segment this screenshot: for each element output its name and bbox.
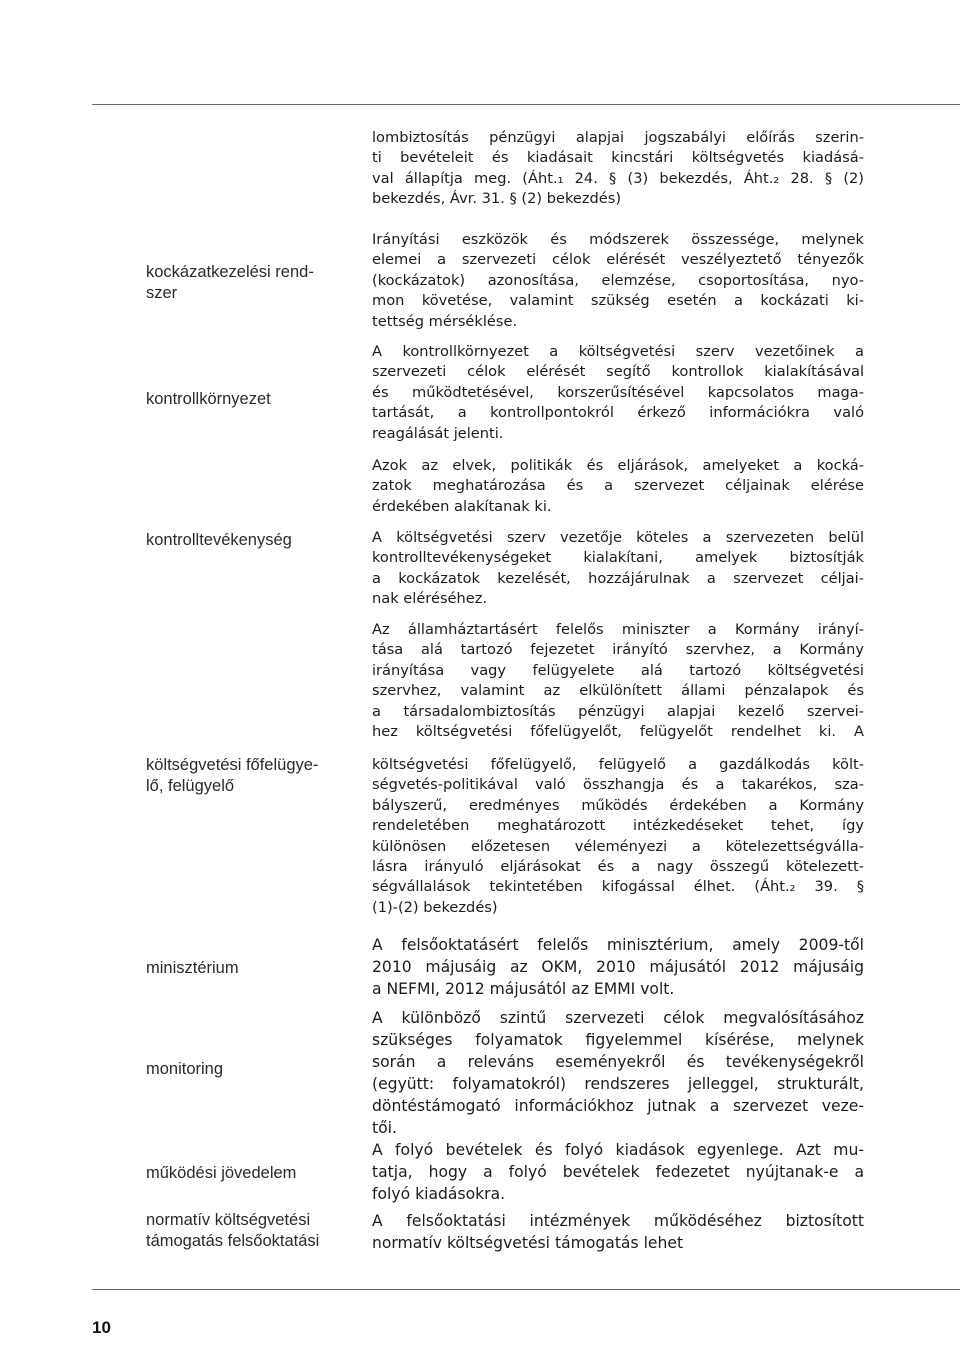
text-line: tartását, a kontrollpontokról érkező információkra való — [372, 404, 864, 422]
text-line: bekezdés, Ávr. 31. § (2) bekezdés) — [372, 190, 622, 208]
text-line: tői. — [372, 1119, 397, 1137]
glossary-definition-control-activity — [372, 528, 864, 610]
glossary-term-ministry — [146, 958, 356, 979]
text-line: szervhez, valamint az elkülönített állami pénzalapok és — [372, 682, 864, 700]
text-line: zatok meghatározása és a szervezet céljainak elérése — [372, 477, 864, 495]
glossary-definition-ministry — [372, 934, 864, 1000]
glossary-term-normative-support — [146, 1210, 356, 1252]
text-line: A folyó bevételek és folyó kiadások egyenlege. Azt mu- — [372, 1141, 864, 1159]
text-line: val állapítja meg. (Áht.₁ 24. § (3) bekezdés, Áht.₂ 28. § (2) — [372, 169, 864, 187]
glossary-preceding-paragraph — [372, 620, 864, 742]
text-line: bályszerű, eredményes működés érdekében a Kormány — [372, 796, 864, 814]
text-line: lombiztosítás pénzügyi alapjai jogszabályi előírás szerin- — [372, 129, 864, 146]
text-line: ti bevételeit és kiadásait kincstári költségvetés kiadásá- — [372, 149, 864, 167]
text-line: tása alá tartozó fejezetet irányító szervhez, a Kormány — [372, 641, 864, 659]
text-line: nak eléréséhez. — [372, 590, 488, 608]
text-line: folyó kiadásokra. — [372, 1185, 506, 1203]
text-line: (1)-(2) bekezdés) — [372, 898, 498, 916]
glossary-term-risk-management — [146, 262, 356, 304]
text-line: ségvállalások tekintetében kifogással élhet. (Áht.₂ 39. § — [372, 878, 864, 896]
term-line: működési jövedelem — [146, 1164, 297, 1182]
text-line: és működtetésével, korszerűsítésével kapcsolatos maga- — [372, 383, 864, 401]
text-line: a kockázatok kezelését, hozzájárulnak a szervezet céljai- — [372, 569, 864, 587]
page-number: 10 — [92, 1318, 111, 1337]
glossary-definition-budget-supervisor — [372, 755, 864, 918]
term-line: monitoring — [146, 1060, 224, 1078]
header-rule — [92, 104, 960, 105]
text-line: a NEFMI, 2012 májusától az EMMI volt. — [372, 980, 675, 998]
text-line: A különböző szintű szervezeti célok megvalósításához — [372, 1009, 864, 1027]
text-line: A felsőoktatásért felelős minisztérium, amely 2009-től — [372, 936, 864, 954]
glossary-definition-control-environment — [372, 342, 864, 444]
text-line: során a releváns eseményekről és tevékenységekről — [372, 1053, 864, 1071]
term-line: minisztérium — [146, 959, 239, 977]
term-line: költségvetési főfelügye- — [146, 756, 319, 774]
text-line: Az államháztartásért felelős miniszter a Kormány irányí- — [372, 621, 864, 638]
term-line: normatív költségvetési — [146, 1211, 311, 1229]
lead-in-paragraph — [372, 128, 864, 210]
text-line: érdekében alakítanak ki. — [372, 497, 552, 515]
glossary-definition-operating-income — [372, 1139, 864, 1205]
term-line: kontrolltevékenység — [146, 531, 292, 549]
text-line: lásra irányuló eljárásokat és a nagy összegű kötelezett- — [372, 857, 864, 875]
glossary-definition-monitoring — [372, 1007, 864, 1139]
term-line: kockázatkezelési rend- — [146, 263, 314, 281]
text-line: reagálását jelenti. — [372, 424, 504, 442]
text-line: döntéstámogató információkhoz jutnak a szervezet veze- — [372, 1097, 864, 1115]
text-line: rendeletében meghatározott intézkedéseket tehet, így — [372, 817, 864, 835]
term-line: támogatás felsőoktatási — [146, 1232, 320, 1250]
glossary-term-budget-supervisor — [146, 755, 356, 797]
text-line: szervezeti célok elérését segítő kontrollok kialakításával — [372, 363, 864, 381]
text-line: elemei a szervezeti célok elérését veszélyeztető tényezők — [372, 251, 864, 269]
text-line: szükséges folyamatok figyelemmel kísérése, melynek — [372, 1031, 864, 1049]
text-line: a társadalombiztosítás pénzügyi alapjai kezelő szervei- — [372, 702, 864, 720]
glossary-term-monitoring — [146, 1059, 356, 1080]
text-line: Irányítási eszközök és módszerek összessége, melynek — [372, 231, 864, 248]
text-line: A felsőoktatási intézmények működéséhez biztosított — [372, 1212, 864, 1230]
text-line: (együtt: folyamatokról) rendszeres jelleggel, strukturált, — [372, 1075, 864, 1093]
text-line: különösen előzetesen véleményezi a kötelezettségválla- — [372, 837, 864, 855]
text-line: A költségvetési szerv vezetője köteles a szervezeten belül — [372, 529, 864, 546]
glossary-definition-normative-support — [372, 1210, 864, 1254]
glossary-term-control-activity — [146, 530, 356, 551]
glossary-term-operating-income — [146, 1163, 356, 1184]
text-line: tettség mérséklése. — [372, 312, 518, 330]
footer-rule — [92, 1289, 960, 1290]
text-line: A kontrollkörnyezet a költségvetési szerv vezetőinek a — [372, 343, 864, 360]
text-line: 2010 májusáig az OKM, 2010 májusától 2012 májusáig — [372, 958, 864, 976]
text-line: (kockázatok) azonosítása, elemzése, csoportosítása, nyo- — [372, 271, 864, 289]
text-line: normatív költségvetési támogatás lehet — [372, 1234, 684, 1252]
text-line: irányítása vagy felügyelete alá tartozó költségvetési — [372, 661, 864, 679]
text-line: tatja, hogy a folyó bevételek fedezetet nyújtanak-e a — [372, 1163, 864, 1181]
glossary-term-control-environment — [146, 389, 356, 410]
text-line: Azok az elvek, politikák és eljárások, amelyeket a kocká- — [372, 457, 864, 474]
text-line: ségvetés-politikával való összhangja és a takarékos, sza- — [372, 776, 864, 794]
text-line: kontrolltevékenységeket kialakítani, amelyek biztosítják — [372, 549, 864, 567]
text-line: költségvetési főfelügyelő, felügyelő a gazdálkodás költ- — [372, 756, 864, 773]
term-line: kontrollkörnyezet — [146, 390, 271, 408]
glossary-definition-continuation — [372, 456, 864, 517]
term-line: szer — [146, 284, 178, 302]
glossary-definition-risk-management — [372, 230, 864, 332]
text-line: mon követése, valamint szükség esetén a kockázati ki- — [372, 292, 864, 310]
term-line: lő, felügyelő — [146, 777, 235, 795]
text-line: hez költségvetési főfelügyelőt, felügyelőt rendelhet ki. A — [372, 722, 864, 740]
